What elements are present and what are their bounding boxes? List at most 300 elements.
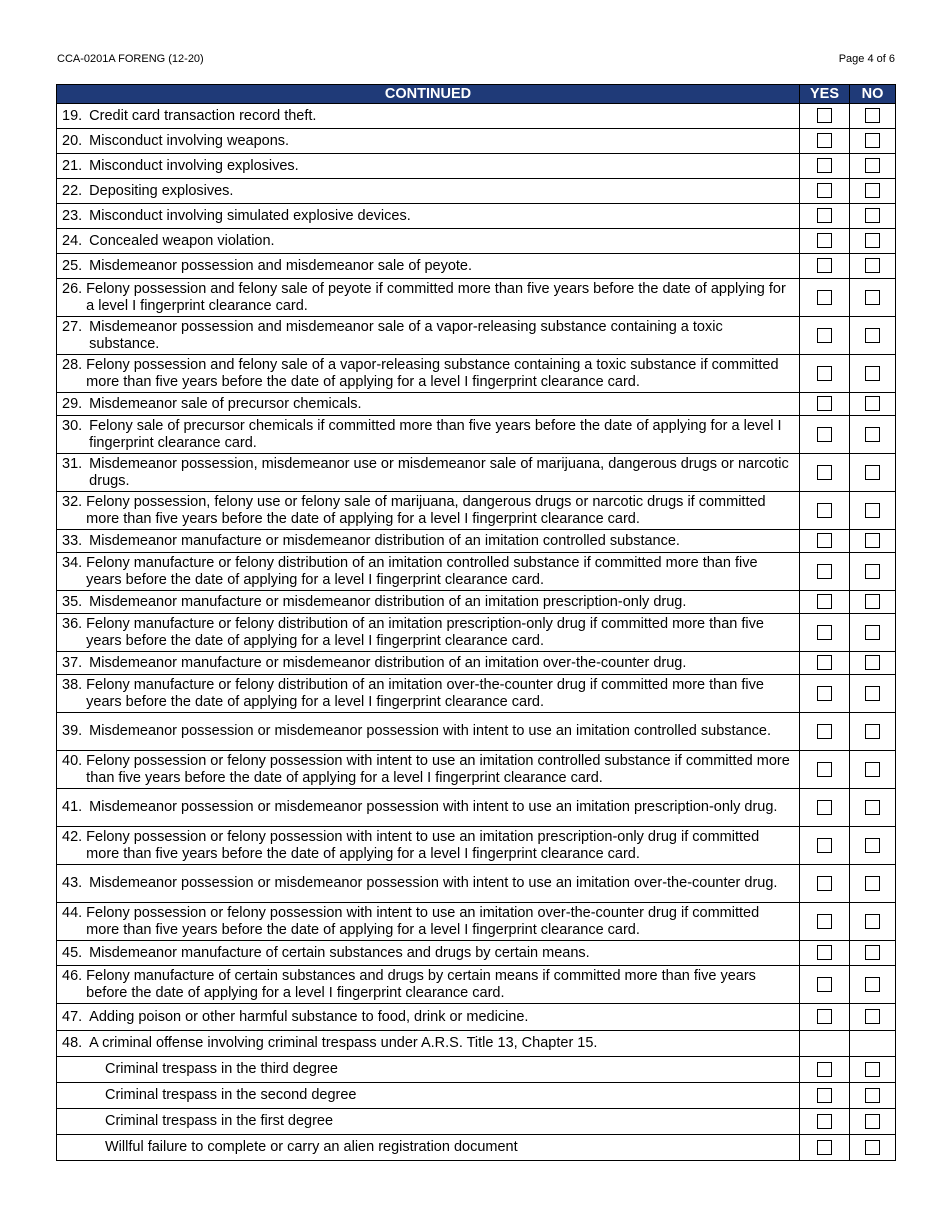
question-cell [57, 827, 800, 865]
yes-checkbox[interactable] [817, 465, 832, 480]
question-number: 23. [62, 207, 83, 224]
question-text: A criminal offense involving criminal trespass under A.R.S. Title 13, Chapter 15. [89, 1035, 598, 1051]
question-number: 45. [62, 944, 83, 961]
question-text: Felony manufacture or felony distribution of an imitation over-the-counter drug if committed more than five years before the date of applying for a level I fingerprint clearance card. [86, 676, 764, 710]
question-text: Felony possession or felony possession with intent to use an imitation over-the-counter drug if committed more than five years before the date of applying for a level I fingerprint clearance card. [86, 904, 760, 938]
no-checkbox[interactable] [865, 158, 880, 173]
yes-checkbox[interactable] [817, 564, 832, 579]
yes-checkbox[interactable] [817, 396, 832, 411]
no-cell [850, 713, 896, 751]
question-text: Felony manufacture of certain substances and drugs by certain means if committed more than five years before the date of applying for a level I fingerprint clearance card. [86, 967, 756, 1001]
yes-checkbox[interactable] [817, 1140, 832, 1155]
no-cell [850, 1109, 896, 1135]
question-number: 43. [62, 875, 83, 891]
yes-cell [800, 317, 850, 355]
question-item [62, 533, 795, 550]
question-text: Credit card transaction record theft. [89, 107, 317, 124]
question-item [62, 396, 795, 413]
question-number: 48. [62, 1035, 83, 1051]
yes-cell [800, 416, 850, 454]
yes-cell [800, 713, 850, 751]
question-item [62, 233, 795, 250]
no-checkbox[interactable] [865, 800, 880, 815]
yes-checkbox[interactable] [817, 594, 832, 609]
table-header-row [57, 85, 896, 104]
no-cell [850, 416, 896, 454]
yes-checkbox[interactable] [817, 133, 832, 148]
no-cell [850, 355, 896, 393]
yes-header: YES [800, 85, 850, 104]
no-header: NO [850, 85, 896, 104]
yes-checkbox[interactable] [817, 625, 832, 640]
question-cell [57, 713, 800, 751]
question-item [62, 655, 795, 672]
question-item [62, 108, 795, 125]
question-text: Misdemeanor possession or misdemeanor possession with intent to use an imitation controlled substance. [89, 723, 772, 739]
question-text: Felony manufacture or felony distribution of an imitation controlled substance if committed more than five years before the date of applying for a level I fingerprint clearance card. [86, 554, 758, 588]
question-cell [57, 179, 800, 204]
question-text: Misdemeanor manufacture of certain substances and drugs by certain means. [89, 944, 590, 961]
no-cell [850, 591, 896, 614]
no-checkbox[interactable] [865, 328, 880, 343]
question-number: 30. [62, 417, 83, 434]
question-item [62, 1009, 795, 1026]
question-item [62, 616, 795, 650]
yes-checkbox[interactable] [817, 503, 832, 518]
question-item [62, 1035, 795, 1052]
no-cell [850, 675, 896, 713]
question-item [62, 258, 795, 275]
question-number: 28. [62, 356, 83, 373]
yes-checkbox[interactable] [817, 838, 832, 853]
question-row [57, 1004, 896, 1031]
yes-checkbox[interactable] [817, 977, 832, 992]
yes-cell [800, 827, 850, 865]
question-row [57, 317, 896, 355]
no-checkbox[interactable] [865, 1062, 880, 1077]
yes-cell [800, 614, 850, 652]
yes-cell [800, 1109, 850, 1135]
yes-cell [800, 553, 850, 591]
yes-cell [800, 1135, 850, 1161]
question-number: 34. [62, 554, 83, 571]
question-item [62, 753, 795, 787]
question-row [57, 966, 896, 1004]
question-cell [57, 254, 800, 279]
no-checkbox[interactable] [865, 655, 880, 670]
no-cell [850, 652, 896, 675]
sub-question-row [57, 1109, 896, 1135]
question-item [62, 158, 795, 175]
no-checkbox[interactable] [865, 290, 880, 305]
yes-checkbox[interactable] [817, 290, 832, 305]
no-checkbox[interactable] [865, 876, 880, 891]
question-row [57, 652, 896, 675]
question-text: Misdemeanor possession, misdemeanor use or misdemeanor sale of marijuana, dangerous drugs or narcotic drugs. [89, 455, 789, 489]
no-cell [850, 279, 896, 317]
no-cell [850, 941, 896, 966]
question-cell [57, 1109, 800, 1135]
question-item [105, 1061, 795, 1078]
yes-checkbox[interactable] [817, 762, 832, 777]
question-text: Felony possession and felony sale of peyote if committed more than five years before the date of applying for a level I fingerprint clearance card. [86, 280, 786, 314]
question-text: Misconduct involving weapons. [89, 132, 290, 149]
question-item [62, 829, 795, 863]
no-cell [850, 1135, 896, 1161]
question-item [62, 723, 795, 740]
question-cell [57, 614, 800, 652]
no-checkbox[interactable] [865, 108, 880, 123]
no-cell [850, 530, 896, 553]
question-text: Misdemeanor sale of precursor chemicals. [89, 395, 362, 412]
question-row [57, 154, 896, 179]
question-number: 38. [62, 676, 83, 693]
page-number: Page 4 of 6 [838, 53, 895, 65]
yes-checkbox[interactable] [817, 108, 832, 123]
yes-cell [800, 129, 850, 154]
question-number: 44. [62, 904, 83, 921]
question-cell [57, 393, 800, 416]
question-number: 21. [62, 157, 83, 174]
question-rows [57, 104, 896, 1161]
yes-cell [800, 1057, 850, 1083]
yes-cell [800, 104, 850, 129]
question-row [57, 104, 896, 129]
no-cell [850, 1004, 896, 1031]
no-checkbox[interactable] [865, 686, 880, 701]
question-number: 25. [62, 257, 83, 274]
question-text: Felony sale of precursor chemicals if committed more than five years before the date of applying for a level I fingerprint clearance card. [89, 417, 782, 451]
no-checkbox[interactable] [865, 914, 880, 929]
no-checkbox[interactable] [865, 503, 880, 518]
question-cell [57, 129, 800, 154]
question-row [57, 530, 896, 553]
question-row [57, 827, 896, 865]
question-text: Misdemeanor manufacture or misdemeanor distribution of an imitation controlled substance. [89, 532, 680, 549]
no-cell [850, 789, 896, 827]
question-cell [57, 751, 800, 789]
question-number: 40. [62, 752, 83, 769]
question-number: 20. [62, 132, 83, 149]
question-cell [57, 317, 800, 355]
no-cell [850, 827, 896, 865]
no-cell [850, 154, 896, 179]
question-cell [57, 204, 800, 229]
no-cell [850, 751, 896, 789]
no-checkbox[interactable] [865, 762, 880, 777]
question-row [57, 454, 896, 492]
question-item [62, 208, 795, 225]
question-number: 47. [62, 1008, 83, 1025]
question-cell [57, 1031, 800, 1057]
no-cell [850, 104, 896, 129]
question-cell [57, 229, 800, 254]
question-row [57, 751, 896, 789]
question-cell [57, 1004, 800, 1031]
question-item [62, 905, 795, 939]
yes-cell [800, 1031, 850, 1057]
no-cell [850, 129, 896, 154]
question-cell [57, 1135, 800, 1161]
yes-cell [800, 355, 850, 393]
question-item [62, 594, 795, 611]
question-row [57, 614, 896, 652]
yes-cell [800, 530, 850, 553]
yes-checkbox[interactable] [817, 158, 832, 173]
question-number: 36. [62, 615, 83, 632]
yes-cell [800, 454, 850, 492]
yes-checkbox[interactable] [817, 208, 832, 223]
yes-checkbox[interactable] [817, 945, 832, 960]
yes-cell [800, 393, 850, 416]
no-checkbox[interactable] [865, 133, 880, 148]
question-text: Adding poison or other harmful substance to food, drink or medicine. [89, 1008, 529, 1025]
yes-checkbox[interactable] [817, 655, 832, 670]
yes-checkbox[interactable] [817, 800, 832, 815]
question-number: 37. [62, 654, 83, 671]
no-checkbox[interactable] [865, 427, 880, 442]
yes-checkbox[interactable] [817, 914, 832, 929]
question-cell [57, 530, 800, 553]
no-checkbox[interactable] [865, 1009, 880, 1024]
question-row [57, 355, 896, 393]
yes-checkbox[interactable] [817, 876, 832, 891]
question-number: 42. [62, 828, 83, 845]
question-row [57, 229, 896, 254]
yes-checkbox[interactable] [817, 258, 832, 273]
no-checkbox[interactable] [865, 258, 880, 273]
question-text: Felony manufacture or felony distribution of an imitation prescription-only drug if committed more than five years before the date of applying for a level I fingerprint clearance card. [86, 615, 764, 649]
yes-cell [800, 204, 850, 229]
question-item [62, 677, 795, 711]
yes-checkbox[interactable] [817, 724, 832, 739]
question-row [57, 675, 896, 713]
question-number: 22. [62, 182, 83, 199]
question-text: Misdemeanor possession or misdemeanor possession with intent to use an imitation over-the-counter drug. [89, 875, 778, 891]
question-number: 27. [62, 318, 83, 335]
question-item [105, 1139, 795, 1156]
no-checkbox[interactable] [865, 533, 880, 548]
question-number: 39. [62, 723, 83, 739]
question-cell [57, 154, 800, 179]
yes-checkbox[interactable] [817, 427, 832, 442]
question-row [57, 416, 896, 454]
yes-checkbox[interactable] [817, 1062, 832, 1077]
yes-cell [800, 1083, 850, 1109]
question-number: 26. [62, 280, 83, 297]
question-number: 29. [62, 395, 83, 412]
yes-checkbox[interactable] [817, 366, 832, 381]
question-item [62, 945, 795, 962]
question-cell [57, 1057, 800, 1083]
yes-cell [800, 1004, 850, 1031]
question-cell [57, 1083, 800, 1109]
question-item [62, 456, 795, 490]
yes-cell [800, 279, 850, 317]
question-row [57, 492, 896, 530]
no-checkbox[interactable] [865, 594, 880, 609]
question-item [62, 555, 795, 589]
no-cell [850, 254, 896, 279]
question-cell [57, 966, 800, 1004]
question-item [62, 133, 795, 150]
no-cell [850, 1083, 896, 1109]
yes-cell [800, 675, 850, 713]
question-text: Willful failure to complete or carry an alien registration document [105, 1139, 518, 1155]
question-cell [57, 279, 800, 317]
yes-cell [800, 941, 850, 966]
yes-checkbox[interactable] [817, 533, 832, 548]
question-cell [57, 553, 800, 591]
no-cell [850, 865, 896, 903]
question-item [62, 418, 795, 452]
question-row [57, 129, 896, 154]
yes-checkbox[interactable] [817, 1009, 832, 1024]
yes-cell [800, 254, 850, 279]
question-number: 31. [62, 455, 83, 472]
question-row [57, 865, 896, 903]
yes-cell [800, 154, 850, 179]
no-checkbox[interactable] [865, 465, 880, 480]
question-text: Concealed weapon violation. [89, 232, 275, 249]
question-cell [57, 104, 800, 129]
question-cell [57, 941, 800, 966]
no-cell [850, 553, 896, 591]
no-cell [850, 204, 896, 229]
question-text: Criminal trespass in the third degree [105, 1061, 338, 1077]
no-cell [850, 903, 896, 941]
question-cell [57, 416, 800, 454]
question-item [62, 799, 795, 816]
question-text: Criminal trespass in the first degree [105, 1113, 334, 1129]
yes-checkbox[interactable] [817, 183, 832, 198]
question-text: Felony possession or felony possession with intent to use an imitation prescription-only drug if committed more than five years before the date of applying for a level I fingerprint clearance card. [86, 828, 760, 862]
no-checkbox[interactable] [865, 838, 880, 853]
sub-question-row [57, 1057, 896, 1083]
question-cell [57, 454, 800, 492]
yes-checkbox[interactable] [817, 1088, 832, 1103]
yes-checkbox[interactable] [817, 233, 832, 248]
no-cell [850, 393, 896, 416]
question-text: Depositing explosives. [89, 182, 234, 199]
question-item [62, 968, 795, 1002]
question-text: Felony possession and felony sale of a vapor-releasing substance containing a toxic substance if committed more than five years before the date of applying for a level I fingerprint clearance card. [86, 356, 779, 390]
no-checkbox[interactable] [865, 366, 880, 381]
no-checkbox[interactable] [865, 1114, 880, 1129]
question-cell [57, 675, 800, 713]
question-text: Misdemeanor possession and misdemeanor sale of peyote. [89, 257, 473, 274]
no-checkbox[interactable] [865, 396, 880, 411]
yes-cell [800, 591, 850, 614]
section-header: CONTINUED [57, 85, 800, 104]
question-cell [57, 355, 800, 393]
question-item [62, 357, 795, 391]
no-checkbox[interactable] [865, 1140, 880, 1155]
question-item [62, 494, 795, 528]
question-row [57, 941, 896, 966]
yes-checkbox[interactable] [817, 328, 832, 343]
question-text: Misconduct involving simulated explosive devices. [89, 207, 411, 224]
question-text: Felony possession, felony use or felony sale of marijuana, dangerous drugs or narcotic drugs if committed more than five years before the date of applying for a level I fingerprint clearance card. [86, 493, 766, 527]
no-cell [850, 179, 896, 204]
question-row [57, 903, 896, 941]
yes-checkbox[interactable] [817, 686, 832, 701]
question-number: 24. [62, 232, 83, 249]
question-row [57, 179, 896, 204]
question-row [57, 254, 896, 279]
question-item [62, 183, 795, 200]
no-cell [850, 454, 896, 492]
question-cell [57, 492, 800, 530]
yes-cell [800, 751, 850, 789]
questions-table [56, 84, 896, 1161]
question-row [57, 553, 896, 591]
question-item [62, 281, 795, 315]
question-row [57, 393, 896, 416]
no-checkbox[interactable] [865, 208, 880, 223]
question-row [57, 713, 896, 751]
no-cell [850, 1057, 896, 1083]
yes-cell [800, 865, 850, 903]
question-item [62, 319, 795, 353]
question-number: 19. [62, 107, 83, 124]
question-item [105, 1113, 795, 1130]
question-number: 35. [62, 593, 83, 610]
no-checkbox[interactable] [865, 945, 880, 960]
no-cell [850, 1031, 896, 1057]
yes-cell [800, 789, 850, 827]
no-checkbox[interactable] [865, 564, 880, 579]
question-text: Felony possession or felony possession with intent to use an imitation controlled substance if committed more than five years before the date of applying for a level I fingerprint clearance card. [86, 752, 790, 786]
sub-question-row [57, 1083, 896, 1109]
yes-cell [800, 903, 850, 941]
question-cell [57, 789, 800, 827]
question-text: Misdemeanor manufacture or misdemeanor distribution of an imitation prescription-only drug. [89, 593, 687, 610]
no-checkbox[interactable] [865, 233, 880, 248]
question-row [57, 279, 896, 317]
yes-cell [800, 652, 850, 675]
sub-question-row [57, 1135, 896, 1161]
no-checkbox[interactable] [865, 625, 880, 640]
question-text: Misdemeanor manufacture or misdemeanor distribution of an imitation over-the-counter drug. [89, 654, 687, 671]
question-item [105, 1087, 795, 1104]
yes-cell [800, 229, 850, 254]
question-cell [57, 652, 800, 675]
question-row [57, 789, 896, 827]
question-number: 46. [62, 967, 83, 984]
question-cell [57, 903, 800, 941]
question-item [62, 875, 795, 892]
yes-checkbox[interactable] [817, 1114, 832, 1129]
question-text: Misconduct involving explosives. [89, 157, 299, 174]
question-text: Misdemeanor possession and misdemeanor sale of a vapor-releasing substance containing a toxic substance. [89, 318, 723, 352]
question-row [57, 591, 896, 614]
question-cell [57, 865, 800, 903]
question-row [57, 204, 896, 229]
no-checkbox[interactable] [865, 1088, 880, 1103]
no-checkbox[interactable] [865, 183, 880, 198]
yes-cell [800, 966, 850, 1004]
no-cell [850, 229, 896, 254]
no-checkbox[interactable] [865, 977, 880, 992]
question-row [57, 1031, 896, 1057]
yes-cell [800, 492, 850, 530]
no-checkbox[interactable] [865, 724, 880, 739]
yes-cell [800, 179, 850, 204]
question-number: 32. [62, 493, 83, 510]
form-code: CCA-0201A FORENG (12-20) [57, 53, 204, 65]
question-text: Misdemeanor possession or misdemeanor possession with intent to use an imitation prescription-only drug. [89, 799, 778, 815]
